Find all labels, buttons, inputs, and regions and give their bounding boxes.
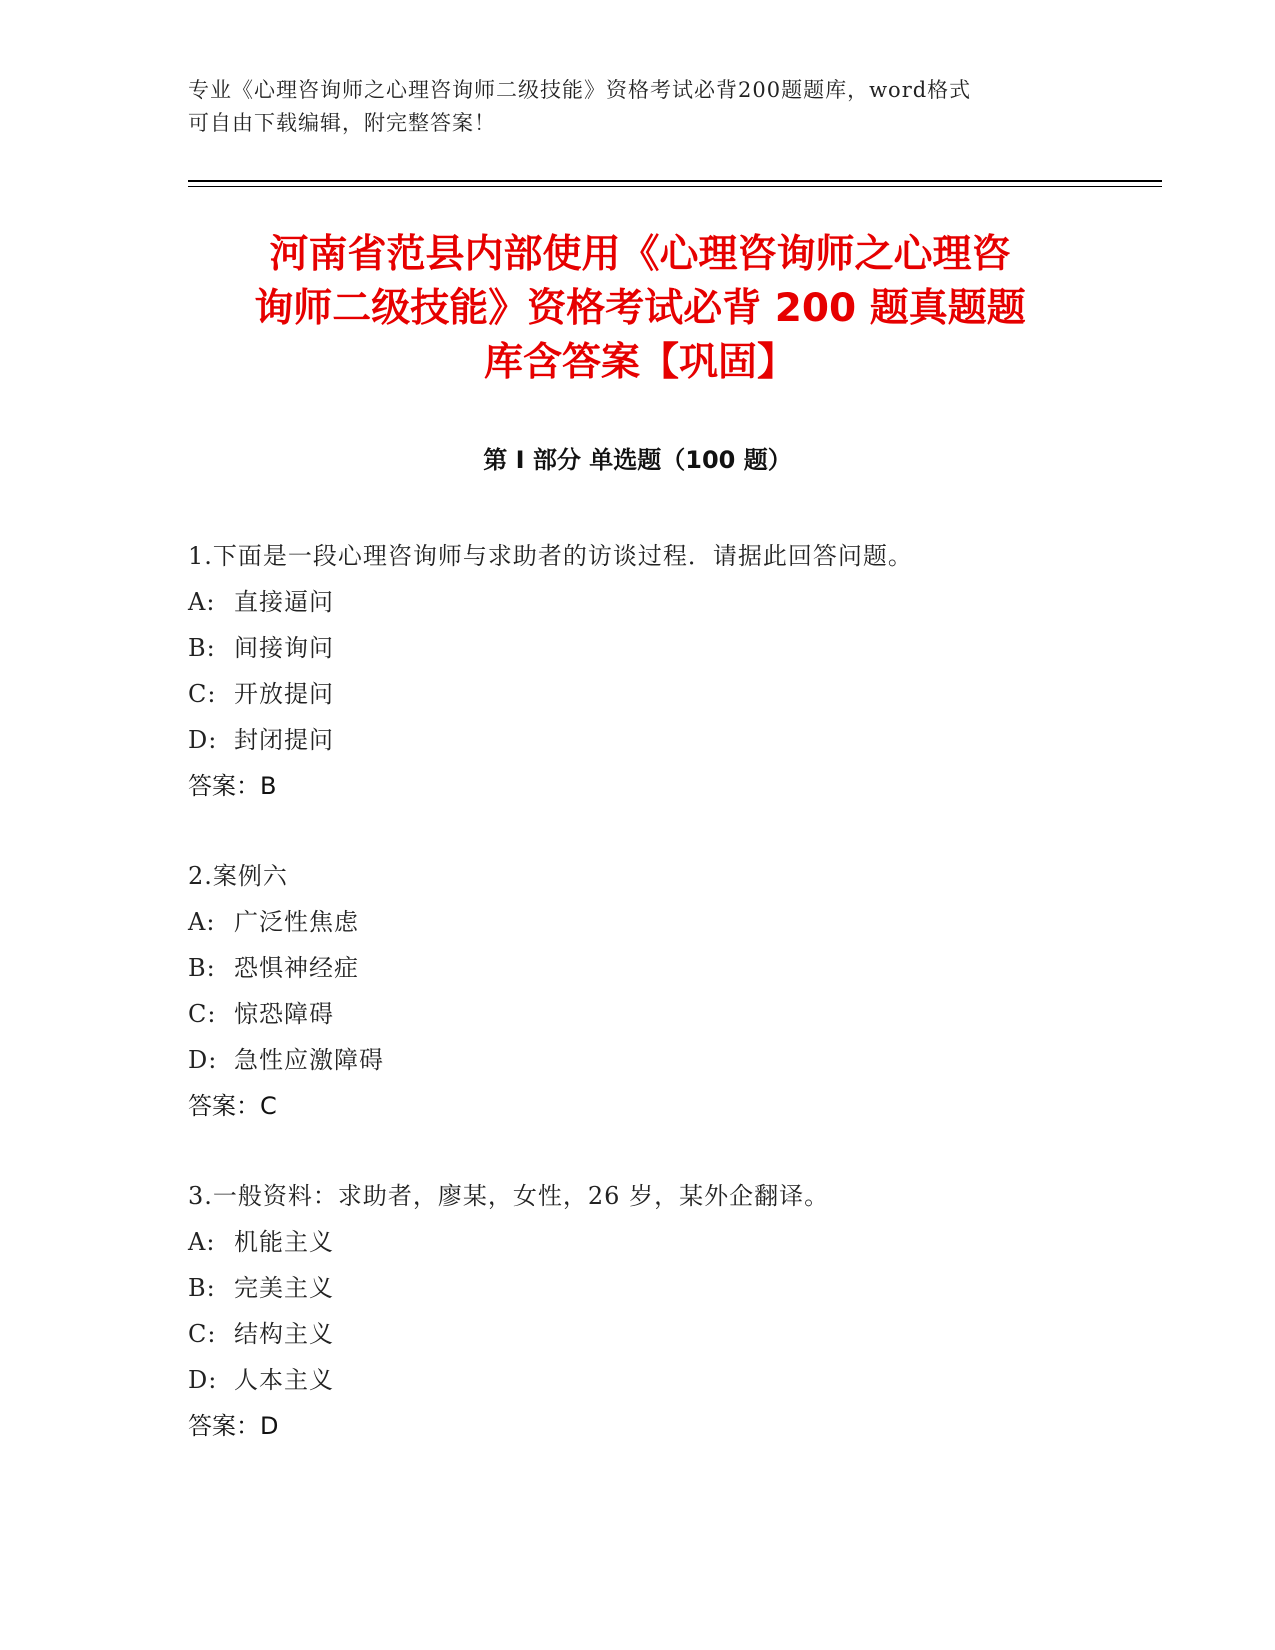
option-text: 封闭提问 <box>234 726 334 754</box>
option-letter: C: <box>188 1320 217 1348</box>
answer-line: 答案：B <box>188 772 277 800</box>
option-letter: B: <box>188 954 216 982</box>
option-text: 急性应激障碍 <box>234 1046 384 1074</box>
option-text: 人本主义 <box>234 1366 334 1394</box>
option-letter: D: <box>188 726 218 754</box>
option-text: 惊恐障碍 <box>234 1000 334 1028</box>
document-title-line-1: 河南省范县内部使用《心理咨询师之心理咨 <box>269 232 1011 277</box>
option-text: 结构主义 <box>234 1320 334 1348</box>
option-a <box>188 1219 1188 1265</box>
section-heading: 第 I 部分 单选题（100 题） <box>483 446 792 474</box>
header-note-line-2: 可自由下载编辑，附完整答案！ <box>188 111 496 135</box>
question-stem: 2.案例六 <box>188 862 288 890</box>
option-letter: D: <box>188 1366 218 1394</box>
option-d <box>188 1037 1188 1083</box>
question-stem: 1.下面是一段心理咨询师与求助者的访谈过程．请据此回答问题。 <box>188 542 913 570</box>
document-title <box>160 228 1120 390</box>
option-c <box>188 671 1188 717</box>
header-divider-thin <box>188 186 1162 187</box>
option-c <box>188 1311 1188 1357</box>
option-text: 机能主义 <box>234 1228 334 1256</box>
option-text: 开放提问 <box>234 680 334 708</box>
option-b <box>188 945 1188 991</box>
option-letter: D: <box>188 1046 218 1074</box>
option-c <box>188 991 1188 1037</box>
option-letter: A: <box>188 1228 216 1256</box>
option-text: 间接询问 <box>234 634 334 662</box>
option-b <box>188 1265 1188 1311</box>
option-d <box>188 1357 1188 1403</box>
document-title-line-3: 库含答案【巩固】 <box>483 340 796 385</box>
question-3 <box>188 1173 1188 1449</box>
answer-line: 答案：C <box>188 1092 277 1120</box>
document-title-line-2: 询师二级技能》资格考试必背 200 题真题题 <box>254 286 1026 331</box>
option-d <box>188 717 1188 763</box>
option-b <box>188 625 1188 671</box>
header-note <box>188 74 1068 140</box>
option-letter: C: <box>188 1000 217 1028</box>
option-a <box>188 899 1188 945</box>
option-text: 恐惧神经症 <box>234 954 359 982</box>
option-text: 广泛性焦虑 <box>234 908 359 936</box>
option-letter: B: <box>188 634 216 662</box>
answer-line: 答案：D <box>188 1412 279 1440</box>
option-text: 完美主义 <box>234 1274 334 1302</box>
option-letter: B: <box>188 1274 216 1302</box>
option-text: 直接逼问 <box>234 588 334 616</box>
option-letter: C: <box>188 680 217 708</box>
question-2 <box>188 853 1188 1129</box>
question-stem: 3.一般资料：求助者，廖某，女性，26 岁，某外企翻译。 <box>188 1182 830 1210</box>
header-note-line-1: 专业《心理咨询师之心理咨询师二级技能》资格考试必背200题题库，word格式 <box>188 78 972 102</box>
question-1 <box>188 533 1188 809</box>
option-a <box>188 579 1188 625</box>
header-divider-thick <box>188 180 1162 182</box>
question-list <box>188 533 1188 1493</box>
option-letter: A: <box>188 588 216 616</box>
option-letter: A: <box>188 908 216 936</box>
